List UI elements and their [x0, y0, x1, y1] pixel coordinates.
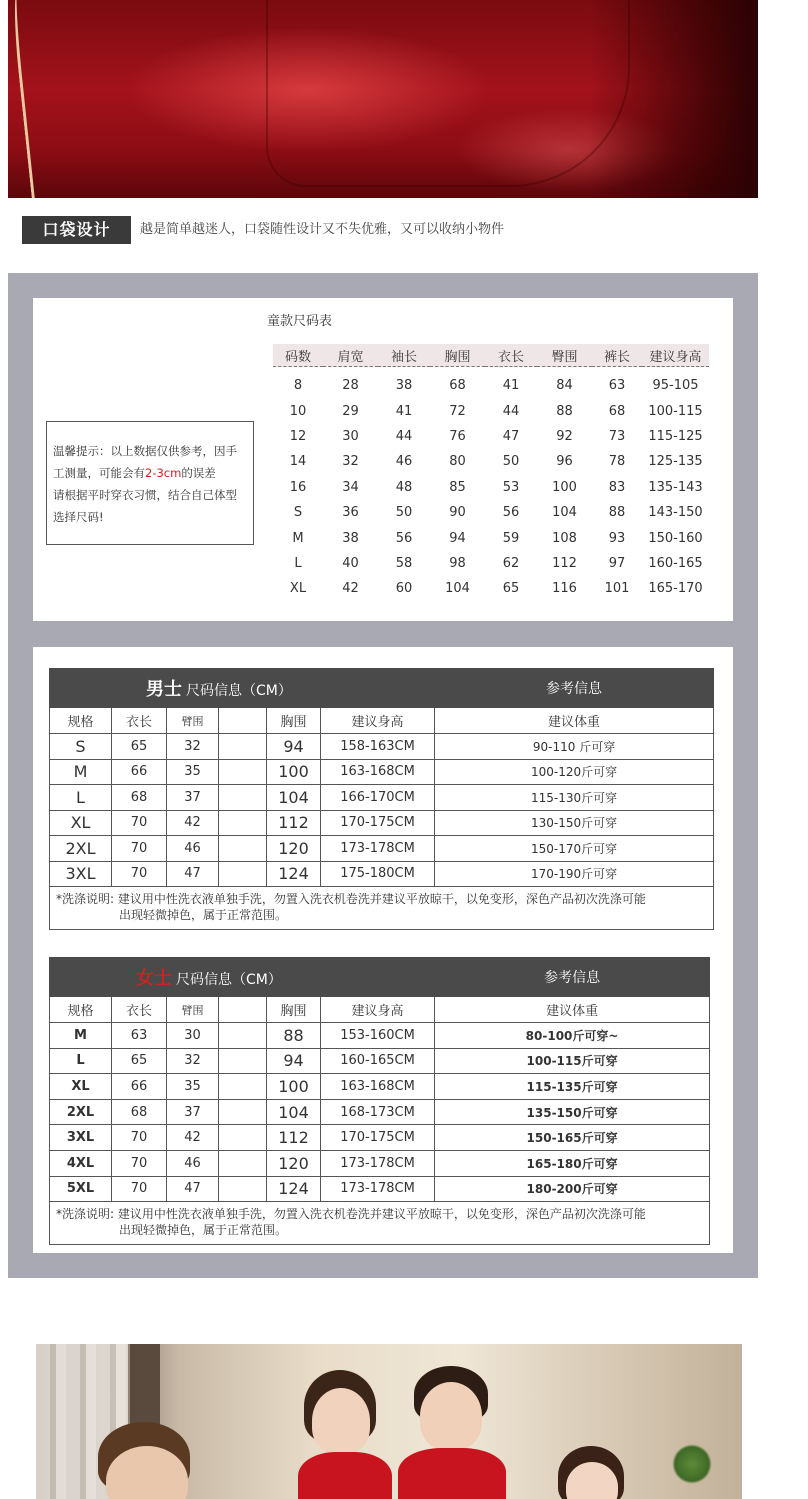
kids-table-cell: M	[292, 530, 304, 546]
kids-table-cell: 72	[449, 403, 466, 419]
boy-face	[420, 1382, 482, 1450]
men-col-header: 臂围	[167, 708, 219, 734]
women-table-cell: L	[50, 1048, 112, 1074]
women-table-cell: 37	[167, 1099, 219, 1125]
women-table-row	[50, 1023, 710, 1049]
women-table-cell: 168-173CM	[321, 1099, 435, 1125]
pocket-design-label: 口袋设计	[22, 216, 131, 244]
kids-table-row	[273, 500, 709, 525]
kids-table-cell: 135-143	[648, 479, 703, 495]
women-table-row	[50, 1125, 710, 1151]
kids-table-cell: 41	[502, 378, 520, 394]
kids-table-cell: L	[294, 555, 302, 571]
kids-table-cell: 68	[449, 378, 466, 394]
men-table-cell: 90-110 斤可穿	[435, 734, 714, 760]
women-table-cell: 35	[167, 1074, 219, 1100]
men-ref-label: 参考信息	[435, 669, 714, 708]
kids-header-row	[273, 344, 709, 367]
women-table-cell: 120	[267, 1150, 321, 1176]
kids-table-cell: 90	[449, 505, 466, 521]
kids-table-cell: XL	[289, 581, 307, 597]
men-table-row	[50, 734, 714, 760]
men-col-header: 建议身高	[321, 708, 435, 734]
women-table-cell	[219, 1074, 267, 1100]
women-table-cell: 115-135斤可穿	[435, 1074, 710, 1100]
kids-table-cell: 100	[552, 479, 577, 495]
kids-table-row	[273, 551, 709, 576]
women-col-header: 衣长	[112, 997, 167, 1023]
women-wash-note-line1: *洗涤说明: 建议用中性洗衣液单独手洗，勿置入洗衣机卷洗并建议平放晾干，以免变形，深色产品初次洗涤可能	[56, 1207, 646, 1222]
kids-table-cell: 96	[556, 454, 573, 470]
girl-pajama	[298, 1452, 392, 1499]
men-col-header-row	[50, 708, 714, 734]
kids-table-cell: 160-165	[648, 555, 703, 571]
kids-table-cell: 56	[395, 530, 413, 546]
men-table-cell	[219, 810, 267, 836]
women-table-cell	[219, 1099, 267, 1125]
women-table-cell: XL	[50, 1074, 112, 1100]
men-table-cell	[219, 861, 267, 887]
men-table-row	[50, 861, 714, 887]
men-table-cell: S	[50, 734, 112, 760]
women-table-cell: 163-168CM	[321, 1074, 435, 1100]
women-subtitle: 尺码信息（CM）	[176, 972, 282, 988]
kids-table-cell: 104	[445, 581, 470, 597]
men-table-cell	[219, 785, 267, 811]
kids-table-cell: 98	[449, 555, 466, 571]
kids-table-row	[273, 449, 709, 474]
kids-table-cell: 92	[556, 428, 573, 444]
men-table-cell: 173-178CM	[321, 836, 435, 862]
kids-table-cell: 83	[608, 479, 626, 495]
kids-table-cell: 29	[342, 403, 359, 419]
boy-pajama	[398, 1448, 506, 1499]
women-col-header-row	[50, 997, 710, 1023]
women-table-cell: M	[50, 1023, 112, 1049]
women-table-cell: 88	[267, 1023, 321, 1049]
men-size-table	[49, 668, 714, 930]
men-gender-label: 男士	[146, 679, 182, 700]
kids-table-cell: 53	[502, 479, 520, 495]
kids-table-row	[273, 525, 709, 550]
women-size-table	[49, 957, 710, 1245]
family-photo	[36, 1344, 742, 1499]
kids-col-header: 建议身高	[642, 344, 709, 367]
kids-table-cell: 101	[604, 581, 630, 597]
men-table-cell: 32	[167, 734, 219, 760]
women-table-cell: 32	[167, 1048, 219, 1074]
men-table-cell: 120	[267, 836, 321, 862]
men-table-cell: 70	[112, 810, 167, 836]
kids-table-row	[273, 424, 709, 449]
kids-table-cell: 100-115	[648, 403, 703, 419]
kids-table-row	[273, 398, 709, 423]
women-table-cell: 135-150斤可穿	[435, 1099, 710, 1125]
kids-table-cell: 56	[502, 505, 520, 521]
women-table-cell: 100	[267, 1074, 321, 1100]
women-table-cell: 70	[112, 1150, 167, 1176]
women-table-cell: 173-178CM	[321, 1150, 435, 1176]
kids-table-cell: 42	[342, 581, 359, 597]
note-line-4: 选择尺码!	[53, 510, 104, 524]
kids-table-cell: 116	[552, 581, 577, 597]
photo-plant	[672, 1444, 712, 1484]
kids-table-cell: 28	[342, 378, 359, 394]
women-table-cell: 160-165CM	[321, 1048, 435, 1074]
men-table-row	[50, 785, 714, 811]
adults-size-panel	[33, 647, 733, 1253]
kids-table-cell: 65	[502, 581, 520, 597]
kids-table-cell: 34	[342, 479, 359, 495]
men-table-cell: 47	[167, 861, 219, 887]
men-table-row	[50, 759, 714, 785]
men-wash-note-row	[50, 887, 714, 930]
kids-table-cell: 59	[502, 530, 520, 546]
women-col-header: 胸围	[267, 997, 321, 1023]
women-table-row	[50, 1099, 710, 1125]
note-line-3: 请根据平时穿衣习惯，结合自己体型	[53, 488, 237, 502]
men-table-cell: 170-175CM	[321, 810, 435, 836]
women-table-cell: 30	[167, 1023, 219, 1049]
girl-face	[312, 1388, 370, 1454]
kids-table-cell: 62	[502, 555, 520, 571]
kids-table-cell: 10	[289, 403, 307, 419]
men-table-cell: 70	[112, 861, 167, 887]
note-line-1: 温馨提示：以上数据仅供参考，因手	[53, 444, 237, 458]
women-col-header: 臂围	[167, 997, 219, 1023]
women-table-cell: 3XL	[50, 1125, 112, 1151]
product-photo-pocket	[8, 0, 758, 198]
kids-table-cell: 143-150	[648, 505, 703, 521]
kids-col-header: 袖长	[378, 344, 430, 367]
kids-table-cell: 85	[449, 479, 466, 495]
women-table-cell: 4XL	[50, 1150, 112, 1176]
kids-table-row	[273, 367, 709, 399]
men-col-header: 胸围	[267, 708, 321, 734]
men-table-cell: 104	[267, 785, 321, 811]
men-table-cell: 100	[267, 759, 321, 785]
men-table-cell: 65	[112, 734, 167, 760]
kids-table-cell: 63	[608, 378, 626, 394]
kids-table-cell: 80	[449, 454, 466, 470]
kids-table-cell: 84	[556, 378, 573, 394]
kids-table-cell: 60	[395, 581, 413, 597]
note-line-2-post: 的误差	[181, 466, 216, 480]
women-col-header	[219, 997, 267, 1023]
men-table-cell	[219, 759, 267, 785]
women-table-cell: 104	[267, 1099, 321, 1125]
men-wash-note-line1: *洗涤说明: 建议用中性洗衣液单独手洗，勿置入洗衣机卷洗并建议平放晾干，以免变形，深色产品初次洗涤可能	[56, 892, 646, 906]
men-col-header: 建议体重	[435, 708, 714, 734]
kids-table-cell: 125-135	[648, 454, 703, 470]
kids-col-header: 肩宽	[323, 344, 378, 367]
kids-table-cell: 95-105	[652, 378, 699, 394]
men-table-cell: 42	[167, 810, 219, 836]
kids-table-cell: 36	[342, 505, 359, 521]
piping-trim	[10, 0, 53, 198]
kids-table-cell: 88	[556, 403, 573, 419]
men-table-cell: 37	[167, 785, 219, 811]
kids-table-cell: 30	[342, 428, 359, 444]
men-table-cell: 66	[112, 759, 167, 785]
women-table-cell	[219, 1150, 267, 1176]
kids-col-header: 码数	[273, 344, 323, 367]
kids-table-cell: 47	[502, 428, 520, 444]
women-table-cell: 150-165斤可穿	[435, 1125, 710, 1151]
men-table-cell: M	[50, 759, 112, 785]
women-table-cell: 94	[267, 1048, 321, 1074]
women-table-header	[50, 958, 710, 997]
kids-table-cell: 12	[289, 428, 307, 444]
kids-table-cell: 97	[608, 555, 626, 571]
note-line-2-warn: 2-3cm	[145, 466, 182, 480]
women-table-cell: 165-180斤可穿	[435, 1150, 710, 1176]
men-table-cell: 175-180CM	[321, 861, 435, 887]
women-table-cell	[219, 1048, 267, 1074]
men-subtitle: 尺码信息（CM）	[186, 683, 292, 699]
kids-col-header: 衣长	[485, 344, 537, 367]
kids-size-title: 童款尺码表	[267, 314, 333, 329]
women-table-cell: 66	[112, 1074, 167, 1100]
women-table-cell	[219, 1176, 267, 1202]
kids-table-cell: 46	[395, 454, 413, 470]
women-table-cell: 46	[167, 1150, 219, 1176]
kids-table-cell: 44	[502, 403, 520, 419]
women-table-row	[50, 1150, 710, 1176]
women-table-cell	[219, 1023, 267, 1049]
women-table-cell: 173-178CM	[321, 1176, 435, 1202]
women-table-row	[50, 1074, 710, 1100]
kids-col-header: 裤长	[592, 344, 642, 367]
men-table-cell: 163-168CM	[321, 759, 435, 785]
women-table-cell: 112	[267, 1125, 321, 1151]
kids-table-cell: 78	[608, 454, 626, 470]
women-table-cell: 5XL	[50, 1176, 112, 1202]
women-col-header: 规格	[50, 997, 112, 1023]
kids-table-cell: 94	[449, 530, 466, 546]
men-table-cell: 130-150斤可穿	[435, 810, 714, 836]
kids-table-cell: 38	[395, 378, 413, 394]
women-ref-label: 参考信息	[435, 958, 710, 997]
men-table-cell: XL	[50, 810, 112, 836]
kids-table-cell: 150-160	[648, 530, 703, 546]
men-table-cell: 94	[267, 734, 321, 760]
kids-col-header: 胸围	[430, 344, 485, 367]
men-table-cell: 112	[267, 810, 321, 836]
women-gender-label: 女士	[136, 968, 172, 989]
kids-col-header: 臀围	[537, 344, 592, 367]
men-col-header	[219, 708, 267, 734]
men-table-cell: 150-170斤可穿	[435, 836, 714, 862]
women-table-cell: 80-100斤可穿~	[435, 1023, 710, 1049]
men-table-cell: 68	[112, 785, 167, 811]
men-table-row	[50, 836, 714, 862]
women-table-cell: 2XL	[50, 1099, 112, 1125]
men-table-cell: 3XL	[50, 861, 112, 887]
kids-table-row	[273, 576, 709, 601]
men-table-cell: L	[50, 785, 112, 811]
women-table-cell: 100-115斤可穿	[435, 1048, 710, 1074]
women-table-cell: 170-175CM	[321, 1125, 435, 1151]
note-line-2-pre: 工测量，可能会有	[53, 466, 145, 480]
women-wash-note	[50, 1202, 710, 1245]
women-col-header: 建议身高	[321, 997, 435, 1023]
kids-table-cell: 88	[608, 505, 626, 521]
men-table-header	[50, 669, 714, 708]
kids-table-cell: 76	[449, 428, 466, 444]
men-wash-note	[50, 887, 714, 930]
kids-size-panel	[33, 298, 733, 621]
kids-table-cell: 14	[289, 454, 307, 470]
men-table-cell	[219, 734, 267, 760]
women-title-cell	[50, 958, 435, 997]
women-table-cell: 124	[267, 1176, 321, 1202]
women-table-cell: 42	[167, 1125, 219, 1151]
women-table-row	[50, 1176, 710, 1202]
women-table-cell: 153-160CM	[321, 1023, 435, 1049]
men-table-cell: 2XL	[50, 836, 112, 862]
men-table-cell	[219, 836, 267, 862]
kids-table-cell: 16	[289, 479, 307, 495]
men-title-cell	[50, 669, 435, 708]
women-wash-note-row	[50, 1202, 710, 1245]
kids-table-cell: 73	[608, 428, 626, 444]
kids-table-cell: 44	[395, 428, 413, 444]
women-table-cell: 68	[112, 1099, 167, 1125]
kids-table-cell: 58	[395, 555, 413, 571]
men-table-cell: 35	[167, 759, 219, 785]
men-table-cell: 70	[112, 836, 167, 862]
kids-table-cell: 41	[395, 403, 413, 419]
pocket-design-desc: 越是简单越迷人，口袋随性设计又不失优雅，又可以收纳小物件	[140, 222, 505, 237]
women-table-cell: 63	[112, 1023, 167, 1049]
kids-table-cell: 50	[395, 505, 413, 521]
women-table-row	[50, 1048, 710, 1074]
note-line-2	[53, 462, 249, 484]
kids-table-cell: S	[293, 505, 303, 521]
men-table-cell: 115-130斤可穿	[435, 785, 714, 811]
men-table-cell: 166-170CM	[321, 785, 435, 811]
kids-table-cell: 50	[502, 454, 520, 470]
men-table-cell: 158-163CM	[321, 734, 435, 760]
pocket-seam	[266, 0, 630, 187]
kids-size-table	[273, 344, 709, 602]
kids-table-cell: 32	[342, 454, 359, 470]
kids-table-cell: 68	[608, 403, 626, 419]
women-table-cell: 70	[112, 1176, 167, 1202]
women-col-header: 建议体重	[435, 997, 710, 1023]
women-table-cell: 70	[112, 1125, 167, 1151]
kids-table-cell: 104	[552, 505, 577, 521]
women-table-cell	[219, 1125, 267, 1151]
women-table-cell: 47	[167, 1176, 219, 1202]
kids-table-cell: 108	[552, 530, 577, 546]
kids-table-cell: 112	[552, 555, 577, 571]
kids-table-cell: 40	[342, 555, 359, 571]
men-table-row	[50, 810, 714, 836]
kids-table-cell: 8	[293, 378, 303, 394]
kids-table-cell: 38	[342, 530, 359, 546]
men-wash-note-line2: 出现轻微掉色，属于正常范围。	[119, 908, 288, 922]
kids-table-cell: 165-170	[648, 581, 703, 597]
kids-table-row	[273, 475, 709, 500]
kids-table-cell: 115-125	[648, 428, 703, 444]
women-table-cell: 65	[112, 1048, 167, 1074]
women-wash-note-line2: 出现轻微掉色，属于正常范围。	[119, 1223, 288, 1238]
photo-shadow	[588, 0, 758, 198]
kids-table-cell: 93	[608, 530, 626, 546]
men-col-header: 衣长	[112, 708, 167, 734]
women-table-cell: 180-200斤可穿	[435, 1176, 710, 1202]
men-table-cell: 170-190斤可穿	[435, 861, 714, 887]
men-table-cell: 124	[267, 861, 321, 887]
kids-table-cell: 48	[395, 479, 413, 495]
men-table-cell: 46	[167, 836, 219, 862]
kids-size-note	[46, 421, 254, 545]
men-col-header: 规格	[50, 708, 112, 734]
men-table-cell: 100-120斤可穿	[435, 759, 714, 785]
